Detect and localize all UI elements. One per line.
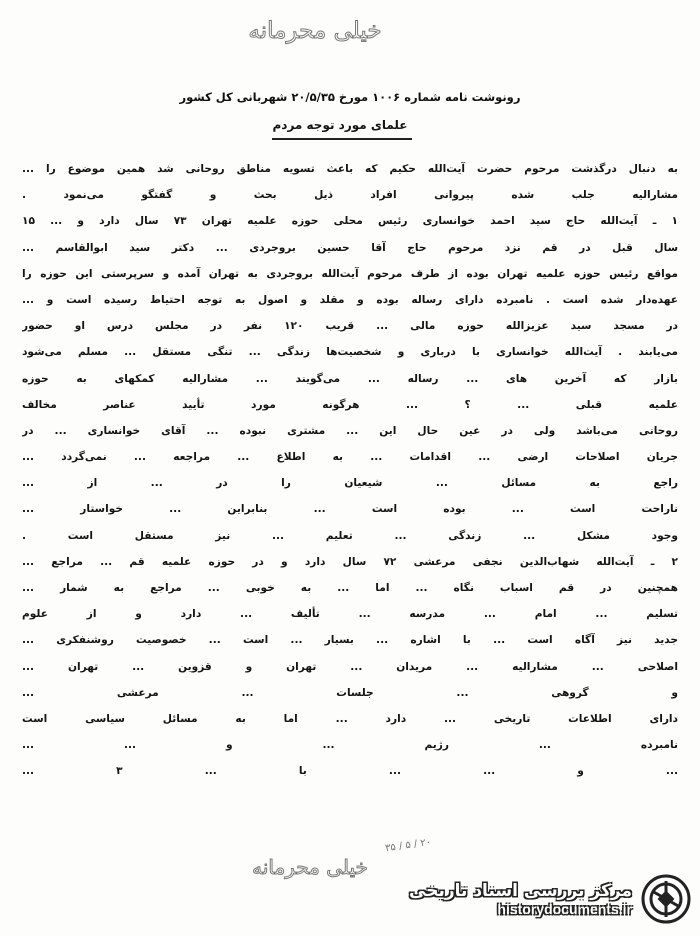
watermark-title: مرکز بررسی اسناد تاریخی xyxy=(409,881,632,901)
memo-body-line: علمیه قبلی ... ؟ ... هرگونه مورد تأیید عناصر مخالف xyxy=(22,398,678,411)
memo-body-line: راجع به مسائل ... شیعیان را در ... از ... xyxy=(22,477,678,490)
watermark-url: historydocuments.ir xyxy=(497,901,632,917)
subject-underline xyxy=(272,138,412,140)
memo-body-line: مشارالیه جلب شده پیروانی افراد ذیل بحث و گفتگو می‌نمود . xyxy=(22,189,678,202)
archive-watermark xyxy=(402,868,692,930)
memo-body-line: ۱ ـ آیت‌الله حاج سید احمد خوانساری رئیس محلی حوزه علمیه تهران ۷۳ سال دارد و ... ۱۵ xyxy=(22,215,678,228)
memo-body-line: همچنین در قم اسباب نگاه ... اما ... به خوبی ... مراجع به شمار ... xyxy=(22,582,678,594)
memo-body-line: نامبرده ... رژیم ... و ... ... xyxy=(22,739,678,752)
memo-body-line: جدید نیز آگاه است ... با اشاره ... بسیار ... است ... خصوصیت روشنفکری ... xyxy=(22,634,678,647)
memo-body-line: سال قبل در قم نزد مرحوم حاج آقا حسین بروجردی ... دکتر سید ابوالقاسم ... xyxy=(22,241,678,254)
watermark-text xyxy=(409,881,632,917)
classification-stamp-bottom: خیلی محرمانه xyxy=(252,855,368,879)
memo-body-line: وجود مشکل ... زندگی ... تعلیم ... نیز مستقل است . xyxy=(22,529,678,542)
memo-body-line: روحانی می‌باشد ولی در عین حال این ... مشتری نبوده ... آقای خوانساری ... در xyxy=(22,424,678,437)
memo-body-line: در مسجد سید عزیزالله حوزه مالی ... قریب ۱۲۰ نفر در مجلس درس او حضور xyxy=(22,320,678,333)
memo-body-line: به دنبال درگذشت مرحوم حضرت آیت‌الله حکیم که باعث تسویه مناطق روحانی شد همین موضوع را ... xyxy=(22,163,678,175)
margin-reference: ۳۵ / ۵ / ۲۰ xyxy=(384,836,432,855)
memo-subject: علمای مورد توجه مردم xyxy=(272,118,408,132)
memo-body-line: دارای اطلاعات تاریخی ... دارد ... اما به مسائل سیاسی است xyxy=(22,712,678,725)
memo-body-line: ناراحت است ... بوده است ... بنابراین ... خواستار ... xyxy=(22,503,678,516)
memo-body-line: ... و ... ... با ... ۳ ... xyxy=(22,765,678,778)
memo-body-line: بازار که آخرین های ... رساله ... می‌گویند ... مشارالیه کمکهای به حوزه xyxy=(22,372,678,385)
memo-body-line: مواقع رئیس حوزه علمیه تهران بوده از طرف مرحوم آیت‌الله بروجردی به تهران آمده و سرپرستی این حوزه را xyxy=(22,267,678,280)
archive-logo-icon xyxy=(640,873,692,925)
memo-body-line: و گروهی ... جلسات ... مرعشی ... xyxy=(22,686,678,699)
memo-body-line: جریان اصلاحات ارضی ... اقدامات ... به اطلاع ... مراجعه ... نمی‌گردد ... xyxy=(22,451,678,464)
memo-body-line: می‌یابند . آیت‌الله خوانساری با درباری و شخصیت‌ها زندگی ... تنگی مستقل ... مسلم می‌شود xyxy=(22,346,678,359)
memo-body xyxy=(22,156,678,785)
memo-body-line: تسلیم ... امام ... مدرسه ... تألیف ... دارد و از علوم xyxy=(22,608,678,621)
memo-body-line: ۲ ـ آیت‌الله شهاب‌الدین نجفی مرعشی ۷۲ سال دارد و در حوزه علمیه قم ... مراجع ... xyxy=(22,555,678,568)
memo-body-line: اصلاحی ... مشارالیه ... مریدان ... تهران و قزوین ... تهران ... xyxy=(22,660,678,673)
memo-body-line: عهده‌دار شده است . نامبرده دارای رساله بوده و مقلد و اصول به توجه احتیاط رسیده است و ... xyxy=(22,293,678,306)
classification-stamp-top: خیلی محرمانه xyxy=(248,18,382,44)
memo-header: رونوشت نامه شماره ۱۰۰۶ مورخ ۲۰/۵/۳۵ شهربانی کل کشور xyxy=(179,90,521,104)
